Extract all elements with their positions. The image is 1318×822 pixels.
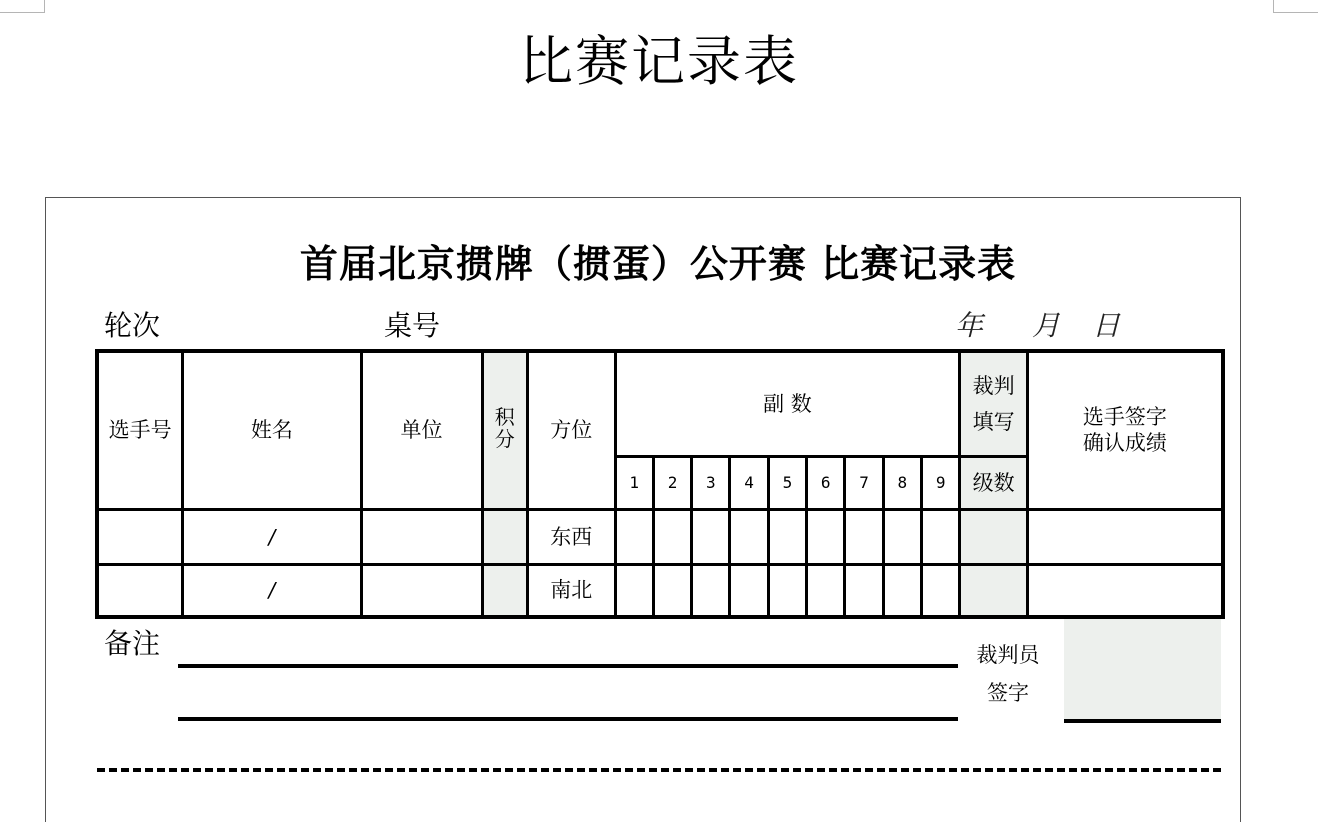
header-judge-fill [960,351,1028,457]
hand-cell[interactable] [807,564,845,617]
header-judge-level: 级数 [960,457,1028,510]
hand-cell[interactable] [653,509,691,564]
remarks-line[interactable] [178,717,958,721]
page-corner-mark-right [1273,0,1318,13]
hand-number-cell: 2 [653,457,691,510]
hand-number-cell: 3 [692,457,730,510]
table-row [97,509,1223,564]
hand-cell[interactable] [768,509,806,564]
player-sign-cell[interactable] [1027,564,1223,617]
hand-cell[interactable] [883,509,921,564]
header-player-number: 选手号 [97,351,183,509]
header-points-text: 积分 [494,405,515,452]
hand-number-cell: 7 [845,457,883,510]
judge-level-cell[interactable] [960,564,1028,617]
header-unit: 单位 [361,351,482,509]
player-number-cell[interactable] [97,509,183,564]
hand-number-cell: 5 [768,457,806,510]
table-row [97,564,1223,617]
hand-cell[interactable] [883,564,921,617]
remarks-line[interactable] [178,664,958,668]
hand-cell[interactable] [653,564,691,617]
referee-sign-label [970,636,1046,712]
hand-cell[interactable] [921,509,959,564]
header-player-sign [1027,351,1223,509]
hand-cell[interactable] [615,509,653,564]
hand-cell[interactable] [730,509,768,564]
hand-cell[interactable] [692,564,730,617]
position-cell: 东西 [527,509,615,564]
header-judge-line1: 裁判 [972,374,1015,399]
hand-number-cell: 6 [807,457,845,510]
hand-cell[interactable] [845,564,883,617]
name-cell[interactable] [183,509,361,564]
header-sign-line2: 确认成绩 [1082,431,1167,456]
unit-cell[interactable] [361,509,482,564]
points-cell[interactable] [482,564,527,617]
position-cell: 南北 [527,564,615,617]
player-number-cell[interactable] [97,564,183,617]
month-label: 月 [1032,309,1061,342]
table-number-label: 桌号 [384,309,441,342]
hand-number-cell: 4 [730,457,768,510]
player-sign-cell[interactable] [1027,509,1223,564]
cut-line-divider [97,768,1221,772]
record-table [95,349,1225,619]
remarks-label: 备注 [104,627,161,660]
referee-label-line2: 签字 [987,681,1029,705]
header-position: 方位 [527,351,615,509]
form-heading: 首届北京掼牌（掼蛋）公开赛 比赛记录表 [299,241,1017,286]
referee-label-line1: 裁判员 [976,643,1040,667]
referee-sign-box[interactable] [1064,619,1221,723]
round-label: 轮次 [104,309,161,342]
hand-number-cell: 8 [883,457,921,510]
name-separator: / [268,524,276,549]
header-points [482,351,527,509]
header-judge-line2: 填写 [972,410,1015,435]
hand-cell[interactable] [768,564,806,617]
judge-level-cell[interactable] [960,509,1028,564]
hand-cell[interactable] [615,564,653,617]
page-corner-mark-left [0,0,45,13]
points-cell[interactable] [482,509,527,564]
name-separator: / [268,578,276,603]
header-sign-line1: 选手签字 [1082,405,1167,430]
page-title: 比赛记录表 [519,30,799,93]
hand-cell[interactable] [845,509,883,564]
hand-number-cell: 9 [921,457,959,510]
header-name: 姓名 [183,351,361,509]
hand-cell[interactable] [921,564,959,617]
header-hands: 副 数 [615,351,960,457]
hand-cell[interactable] [692,509,730,564]
hand-number-cell: 1 [615,457,653,510]
name-cell[interactable] [183,564,361,617]
unit-cell[interactable] [361,564,482,617]
year-label: 年 [955,309,984,342]
day-label: 日 [1092,309,1121,342]
hand-cell[interactable] [807,509,845,564]
hand-cell[interactable] [730,564,768,617]
